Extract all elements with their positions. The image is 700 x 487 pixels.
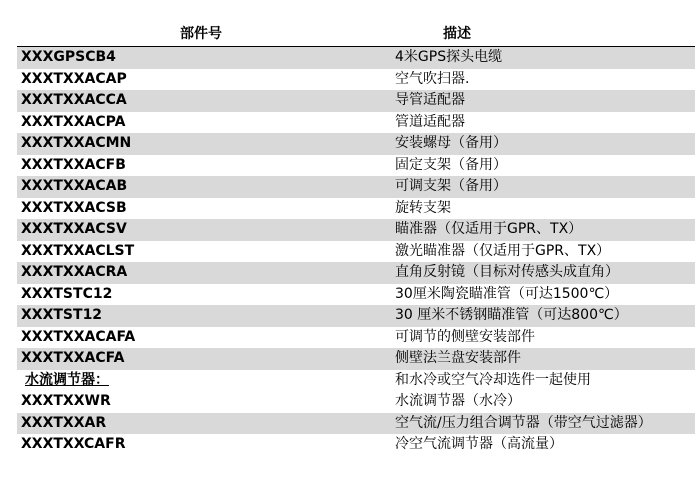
table-row: [17, 413, 695, 435]
parts-table: [17, 46, 695, 456]
part-number: XXXTXXAR: [21, 414, 107, 431]
part-number: XXXTXXACCA: [21, 92, 127, 108]
part-description: 可调节的侧壁安装部件: [395, 328, 535, 345]
part-description: 可调支架（备用）: [395, 178, 507, 194]
table-row: [17, 305, 695, 327]
table-row: [17, 391, 695, 413]
table-row: [17, 47, 695, 69]
table-row: [17, 262, 695, 284]
part-number: XXXTXXCAFR: [21, 436, 126, 452]
part-number: XXXTXXACFA: [21, 350, 125, 366]
part-description: 侧壁法兰盘安装部件: [395, 350, 521, 366]
part-number: XXXTXXWR: [21, 393, 111, 409]
table-row: [17, 90, 695, 112]
table-row: [17, 284, 695, 306]
part-number: XXXTST12: [21, 307, 103, 323]
part-number: XXXTXXACAFA: [21, 328, 136, 345]
part-number: XXXTXXACSB: [21, 199, 127, 216]
table-row: [17, 434, 695, 456]
part-number: XXXTXXACAP: [21, 70, 127, 87]
part-description: 30 厘米不锈钢瞄准管（可达800℃）: [395, 307, 628, 323]
table-row: [17, 133, 695, 155]
part-description: 和水冷或空气冷却选件一起使用: [395, 371, 591, 388]
part-number: XXXGPSCB4: [21, 49, 116, 65]
part-description: 水流调节器（水冷）: [395, 393, 521, 409]
part-number: XXXTXXACPA: [21, 113, 126, 130]
part-description: 激光瞄准器（仅适用于GPR、TX）: [395, 242, 611, 259]
description-header: 描述: [443, 26, 471, 42]
part-description: 4米GPS探头电缆: [395, 49, 503, 65]
part-number: XXXTXXACLST: [21, 242, 135, 259]
table-row: [17, 198, 695, 220]
part-description: 冷空气流调节器（高流量）: [395, 436, 563, 452]
part-description: 瞄准器（仅适用于GPR、TX）: [395, 221, 583, 237]
part-description: 安装螺母（备用）: [395, 135, 507, 151]
table-row: [17, 176, 695, 198]
table-row: [17, 219, 695, 241]
part-number: XXXTXXACMN: [21, 135, 132, 151]
part-description: 空气流/压力组合调节器（带空气过滤器）: [395, 414, 652, 431]
part-number: XXXTSTC12: [21, 285, 113, 302]
table-row: [17, 241, 695, 263]
part-number: XXXTXXACSV: [21, 221, 127, 237]
table-row: [17, 155, 695, 177]
part-number: XXXTXXACFB: [21, 156, 126, 173]
table-row: [17, 327, 695, 349]
part-description: 导管适配器: [395, 92, 465, 108]
part-description: 旋转支架: [395, 199, 451, 216]
part-description: 固定支架（备用）: [395, 156, 507, 173]
table-row: [17, 348, 695, 370]
part-description: 直角反射镜（目标对传感头成直角）: [395, 264, 619, 280]
part-description: 管道适配器: [395, 113, 465, 130]
table-row: [17, 69, 695, 91]
table-row: [17, 112, 695, 134]
part-description: 30厘米陶瓷瞄准管（可达1500℃）: [395, 285, 619, 302]
part-number: XXXTXXACAB: [21, 178, 128, 194]
part-number: XXXTXXACRA: [21, 264, 128, 280]
section-row: [17, 370, 695, 392]
part-description: 空气吹扫器.: [395, 70, 470, 87]
section-label: 水流调节器：: [25, 371, 109, 388]
part-number-header: 部件号: [180, 26, 222, 42]
